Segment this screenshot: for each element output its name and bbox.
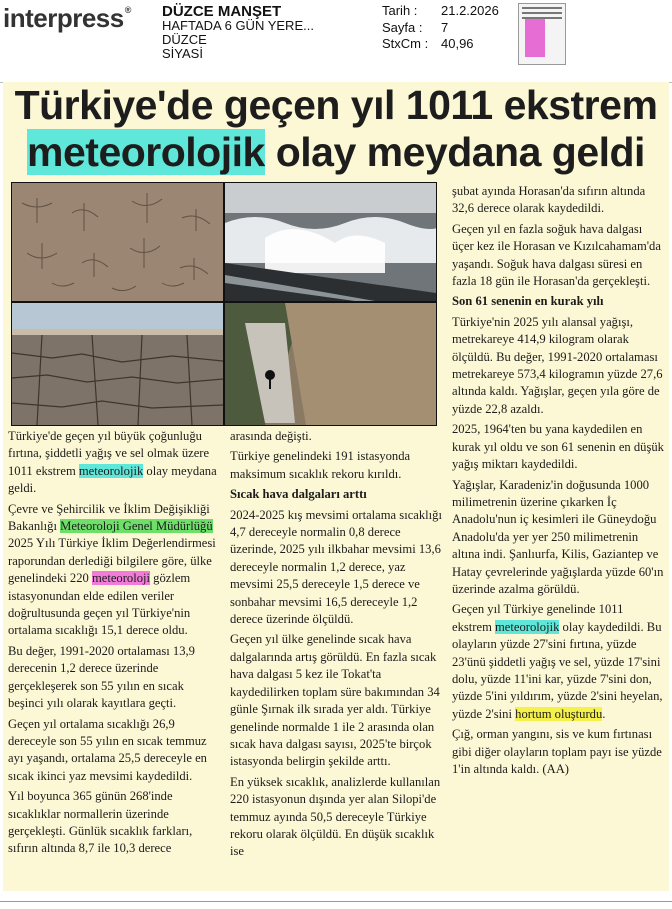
flooded-road-photo xyxy=(225,303,436,425)
dry-lake-photo xyxy=(12,303,223,425)
publication-info xyxy=(162,5,314,61)
paragraph: Çevre ve Şehircilik ve İklim Değişikliği Bakanlığı Meteoroloji Genel Müdürlüğü 2025 Yılı Türkiye İklim Değerlendirmesi raporundan derlediği bilgilere göre, ülke genelindeki 220 meteoroloji gözlem istasyonundan elde edilen veriler doğrultusunda geçen yıl Türkiye'nin ortalama sıcaklığı 15,1 derece oldu. xyxy=(8,501,216,638)
interpress-logo: interpress® xyxy=(3,3,131,33)
page-thumbnail[interactable] xyxy=(518,3,566,65)
keyword-highlight: Meteoroloji Genel Müdürlüğü xyxy=(60,519,213,534)
paragraph: Geçen yıl en fazla soğuk hava dalgası üçer kez ile Horasan ve Kızılcahamam'da yaşandı. Soğuk hava dalgası süresi en fazla 18 gün ile Horasan'da gerçekleşti. xyxy=(452,221,661,289)
stormy-sea-photo xyxy=(225,183,436,301)
paragraph: Geçen yıl ortalama sıcaklığı 26,9 dereceyle son 55 yılın en sıcak temmuz ayı yaşandı, ortalama 25,5 dereceyle en sıcak ikinci yaz mevsimi kaydedildi. xyxy=(8,716,207,783)
keyword-highlight: meteoroloji xyxy=(91,571,151,586)
meta-date: Tarih : 21.2.2026 xyxy=(382,3,499,18)
paragraph: Geçen yıl Türkiye genelinde 1011 ekstrem meteorolojik olay kaydedildi. Bu olayların yüzde 27'sini fırtına, yüzde 23'ünü şiddetli yağış ve sel, yüzde 17'sini dolu, yüzde 11'ini kar, yüzde 7'sini don, yüzde 5'ini yıldırım, yüzde 2'sini heyelan, yüzde 2'sini hortum oluşturdu. xyxy=(452,602,663,721)
meta-stxcm: StxCm : 40,96 xyxy=(382,36,474,51)
meta-page: Sayfa : 7 xyxy=(382,19,449,35)
keyword-highlight: hortum oluşturdu xyxy=(515,706,603,721)
publication-name: DÜZCE MANŞET xyxy=(162,3,282,20)
article-title: Türkiye'de geçen yıl 1011 ekstrem meteorolojik olay meydana geldi xyxy=(14,82,658,175)
paragraph: Türkiye'nin 2025 yılı alansal yağışı, metrekareye 414,9 kilogram olarak ölçüldü. Bu değer, 1991-2020 ortalaması metrekareye 573,4 kilogramın yüzde 27,6 altında kaldı. Yağışlar, geçen yıla göre de yüzde 22,8 azaldı. xyxy=(452,314,663,416)
paragraph: şubat ayında Horasan'da sıfırın altında 32,6 derece olarak kaydedildi. xyxy=(452,184,646,216)
paragraph: Türkiye'de geçen yıl büyük çoğunluğu fırtına, şiddetli yağış ve sel olmak üzere 1011 ekstrem meteorolojik olay meydana geldi. xyxy=(8,429,217,496)
cracked-soil-photo xyxy=(12,183,223,301)
publication-city: DÜZCE xyxy=(162,32,207,47)
paragraph: 2024-2025 kış mevsimi ortalama sıcaklığı 4,7 dereceyle normalin 0,8 derece üzerinde, 2025 yılı ilkbahar mevsimi 13,6 dereceyle normalin 1,2 derece, yaz mevsimi 25,5 dereceyle 1,5 derece ve sonbahar mevsimi 16,5 dereceyle 1,2 derece üzerinde ölçüldü. xyxy=(230,507,442,627)
keyword-highlight: meteorolojik xyxy=(78,463,144,478)
paragraph: En yüksek sıcaklık, analizlerde kullanılan 220 istasyonun dışında yer alan Silopi'de temmuz ayında 50,5 dereceyle Türkiye rekoru olarak ölçüldü. En düşük sıcaklık ise xyxy=(230,774,441,859)
paragraph: Çığ, orman yangını, sis ve kum fırtınası gibi diğer olayların toplam payı ise yüzde 1'in altında kaldı. (AA) xyxy=(452,727,662,776)
paragraph: arasında değişti. xyxy=(230,429,312,443)
column-3 xyxy=(452,183,666,781)
publication-frequency: HAFTADA 6 GÜN YERE... xyxy=(162,18,314,33)
paragraph: Geçen yıl ülke genelinde sıcak hava dalgalarında artış görüldü. En fazla sıcak hava dalgası 5 kez ile Tokat'ta kaydedilirken toplam süre bakımından 34 günle Şırnak ilk sırada yer aldı. Türkiye genelinde normalde 1 ile 2 arasında olan sıcak hava dalgası sayısı, 2025'te birçok istasyonda belirgin şekilde arttı. xyxy=(230,632,440,769)
footer-divider xyxy=(0,901,672,902)
paragraph: Yıl boyunca 365 günün 268'inde sıcaklıklar normallerin üzerinde gerçekleşti. Günlük sıcaklık farkları, sıfırın altında 8,7 ile 10,3 derece xyxy=(8,789,193,856)
column-1 xyxy=(8,428,220,861)
title-highlight: meteorolojik xyxy=(27,129,265,175)
photo-collage xyxy=(11,182,437,426)
subheading: Sıcak hava dalgaları arttı xyxy=(230,487,367,502)
clipping-header xyxy=(0,0,672,80)
paragraph: Yağışlar, Karadeniz'in doğusunda 1000 milimetrenin üzerine çıkarken İç Anadolu'nun iç kesimleri ile Güneydoğu Anadolu'da yer yer 250 milimetrenin altına indi. Şanlıurfa, Kilis, Gaziantep ve Hatay çevrelerinde yağışlarda yüzde 60'ın üzerinde azalma görüldü. xyxy=(452,477,664,596)
subheading: Son 61 senenin en kurak yılı xyxy=(452,294,604,309)
keyword-highlight: meteorolojik xyxy=(495,619,560,634)
clipping-meta xyxy=(382,3,499,53)
publication-category: SİYASİ xyxy=(162,46,203,61)
paragraph: Bu değer, 1991-2020 ortalaması 13,9 derecenin 1,2 derece üzerinde gerçekleşerek son 55 yılın en sıcak beşinci yılı olarak kayıtlara geçti. xyxy=(8,643,195,711)
paragraph: Türkiye genelindeki 191 istasyonda maksimum sıcaklık rekoru kırıldı. xyxy=(230,449,411,481)
article xyxy=(3,82,669,891)
paragraph: 2025, 1964'ten bu yana kaydedilen en kurak yıl oldu ve son 61 senenin en düşük yağış miktarı kaydedildi. xyxy=(452,422,664,472)
column-2 xyxy=(230,428,442,864)
